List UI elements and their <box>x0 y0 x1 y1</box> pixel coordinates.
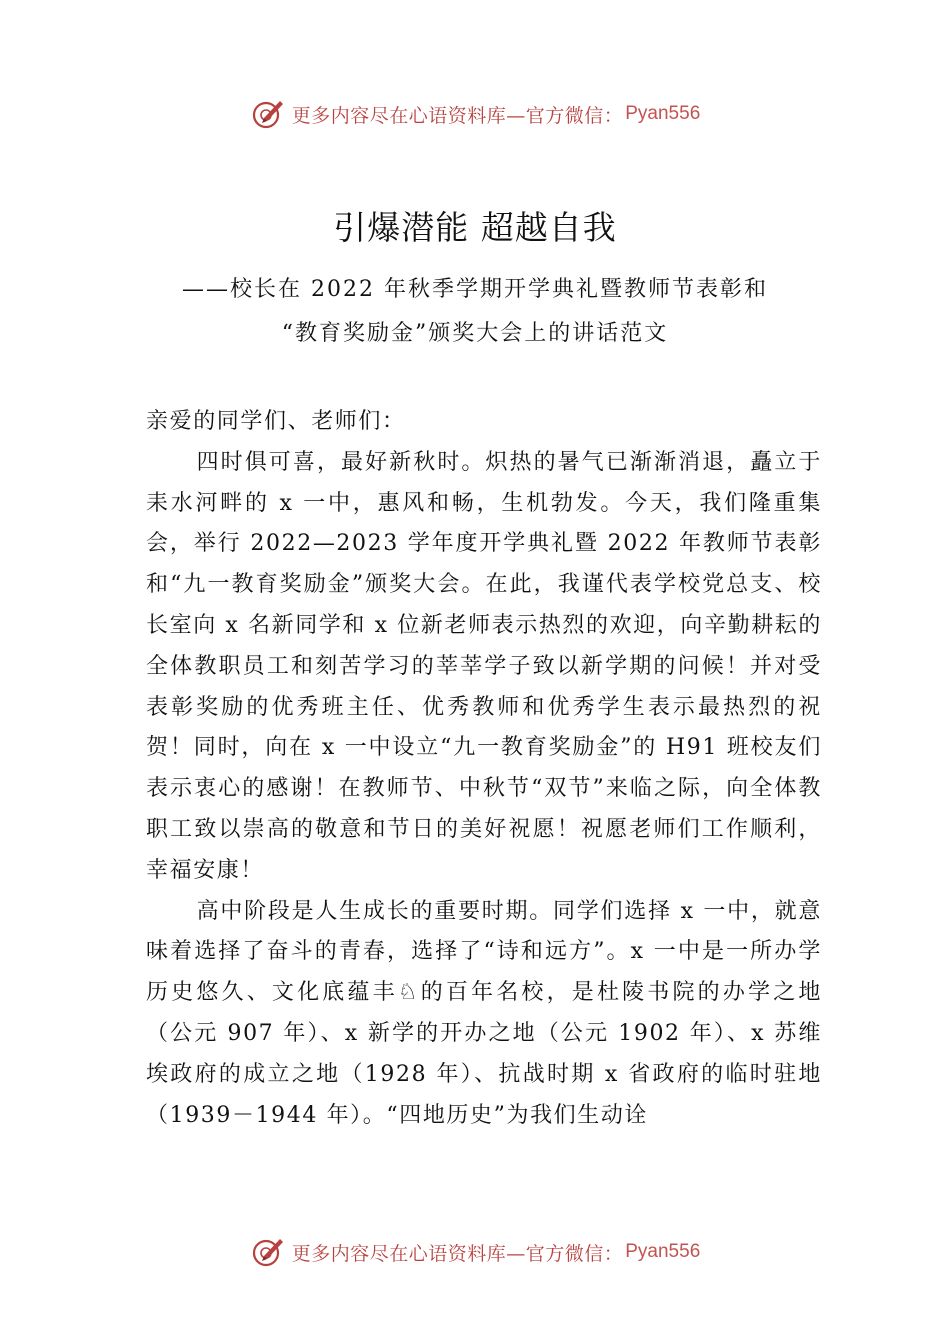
paragraph: 四时俱可喜，最好新秋时。炽热的暑气已渐渐消退，矗立于耒水河畔的 x 一中，惠风和畅，生机勃发。今天，我们隆重集会，举行 2022—2023 学年度开学典礼暨 2022 年教师节表彰和“九一教育奖励金”颁奖大会。在此，我谨代表学校党总支、校长室向 x 名新同学和 x 位新老师表示热烈的欢迎，向辛勤耕耘的全体教职员工和刻苦学习的莘莘学子致以新学期的问候！并对受表彰奖励的优秀班主任、优秀教师和优秀学生表示最热烈的祝贺！同时，向在 x 一中设立“九一教育奖励金”的 H91 班校友们表示衷心的感谢！在教师节、中秋节“双节”来临之际，向全体教职工致以崇高的敬意和节日的美好祝愿！祝愿老师们工作顺利，幸福安康！ <box>146 449 822 883</box>
header-watermark <box>0 94 950 134</box>
pen-logo-icon <box>250 1234 286 1270</box>
watermark-account: Pyan556 <box>625 103 701 124</box>
speech-body <box>146 402 822 1136</box>
watermark-text: 更多内容尽在心语资料库—官方微信： <box>291 1242 624 1265</box>
document-subtitle-line-2: “教育奖励金”颁奖大会上的讲话范文 <box>281 321 669 346</box>
watermark-text: 更多内容尽在心语资料库—官方微信： <box>291 104 624 127</box>
salutation: 亲爱的同学们、老师们： <box>146 409 406 434</box>
watermark-account: Pyan556 <box>625 1241 701 1262</box>
footer-watermark <box>0 1232 950 1272</box>
document-title: 引爆潜能 超越自我 <box>333 208 617 247</box>
paragraph: 高中阶段是人生成长的重要时期。同学们选择 x 一中，就意味着选择了奋斗的青春，选择了“诗和远方”。x 一中是一所办学历史悠久、文化底蕴丰♘的百年名校，是杜陵书院的办学之地（公元 907 年）、x 新学的开办之地（公元 1902 年）、x 苏维埃政府的成立之地（1928 年）、抗战时期 x 省政府的临时驻地（1939－1944 年）。“四地历史”为我们生动诠 <box>146 898 822 1128</box>
document-subtitle-line-1: ——校长在 2022 年秋季学期开学典礼暨教师节表彰和 <box>182 277 768 302</box>
pen-logo-icon <box>250 96 286 132</box>
